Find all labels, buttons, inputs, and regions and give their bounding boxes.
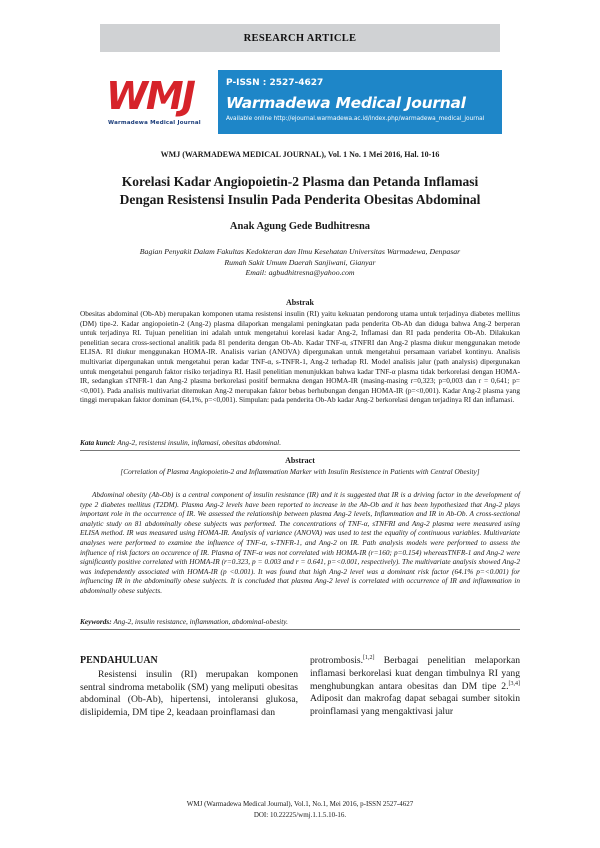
abstrak-heading: Abstrak <box>285 298 314 307</box>
paragraph-text: protrombosis. <box>310 655 364 666</box>
citation-ref[interactable]: [3,4] <box>508 680 520 687</box>
logo-wordmark: WMJ <box>106 74 194 118</box>
journal-url[interactable]: Available online http://ejournal.warmadewa.ac.id/index.php/warmadewa_medical_journal <box>226 116 485 122</box>
keywords <box>80 617 520 626</box>
author-email[interactable]: Email: agbudhitresna@yahoo.com <box>245 268 355 277</box>
author-name: Anak Agung Gede Budhitresna <box>229 221 371 232</box>
journal-masthead <box>100 70 502 134</box>
body-column-left <box>80 655 298 720</box>
title-line-1: Korelasi Kadar Angiopoietin-2 Plasma dan Petanda Inflamasi <box>121 174 479 189</box>
journal-banner <box>218 70 502 134</box>
body-paragraph <box>310 655 520 719</box>
abstract-body: Abdominal obesity (Ab-Ob) is a central component of insulin resistance (IR) and it is suggested that IR is a driving factor in the development of type 2 diabetes mellitus (T2DM). Plasma Ang-2 levels have been reported to increase in the Ab-Ob and it has been hypothesized that Ang-2 plays important role in the occurrence of IR. We assessed the relationship between plasma Ang-2 levels, Inflammation and IR in Ab-Ob. A cross-sectional analytic study on 81 abdominally obese subjects was performed. The concentrations of TNF-α, sTNFRI and Ang-2 plasma were measured using ELISA method. IR was measured using HOMA-IR. Analysis of variance (ANOVA) was used to test the equality of continuous variables. Multivariate analyses were performed to examine the influence of TNF-α, s-TNFR-1, and Ang-2 on IR. Path analysis models were performed to assess the influence of risk factors on occurence of IR. Plasma of TNF-α was not correlated with HOMA-IR (r=160; p=0.154) whereasTNFR-1 and Ang-2 were significantly positive correlated with HOMA-IR (r=0.323, p = 0.003 and r = 0.641, p=<0.001, respectively). The multivariate analysis showed Ang-2 was independently associated with HOMA-IR (p <0.001). It was found that high Ang-2 level was a dominant risk factor (64.1% p=<0.001) for influencing IR in the abdominally obese subjects. It is concluded that plasma Ang-2 level is correlated with occurrence of IR and inflammation in abdominally obese subjects. <box>80 490 520 595</box>
keywords-label: Keywords: <box>80 617 112 626</box>
affiliation <box>80 247 520 279</box>
body-paragraph: Resistensi insulin (RI) merupakan komponen sentral sindroma metabolik (SM) yang meliputi obesitas abdominal (Ob-Ab), hipertensi, intoleransi glukosa, dislipidemia, DM tipe 2, keadaan proinflamasi dan <box>80 668 298 719</box>
paragraph-text: Berbagai penelitian melaporkan inflamasi berkorelasi kuat dengan timbulnya RI yang menghubungkan antara obesitas dan DM tipe 2. <box>310 655 520 692</box>
page-footer <box>0 799 600 820</box>
issn-number: P-ISSN : 2527-4627 <box>226 78 324 88</box>
divider <box>80 629 520 630</box>
kata-kunci <box>80 438 520 447</box>
divider <box>80 450 520 451</box>
article-title <box>60 173 540 209</box>
journal-name: Warmadewa Medical Journal <box>226 94 466 112</box>
body-column-right <box>310 655 520 719</box>
affiliation-line-2: Rumah Sakit Umum Daerah Sanjiwani, Gianyar <box>224 257 376 267</box>
logo-subtext: Warmadewa Medical Journal <box>108 120 201 126</box>
footer-citation: WMJ (Warmadewa Medical Journal), Vol.1, No.1, Mei 2016, p-ISSN 2527-4627 <box>186 800 414 808</box>
abstract-heading: Abstract <box>285 456 315 465</box>
citation-line: WMJ (WARMADEWA MEDICAL JOURNAL), Vol. 1 No. 1 Mei 2016, Hal. 10-16 <box>160 150 440 159</box>
section-heading: PENDAHULUAN <box>80 655 158 666</box>
kata-kunci-text: Ang-2, resistensi insulin, inflamasi, obesitas abdominal. <box>117 438 282 447</box>
abstract-subtitle: [Correlation of Plasma Angiopoietin-2 and Inflammation Marker with Insulin Resistence in Patients with Central Obesity] <box>120 467 480 476</box>
keywords-text: Ang-2, insulin resistance, inflammation, abdominal-obesity. <box>113 617 288 626</box>
footer-doi[interactable]: DOI: 10.22225/wmj.1.1.5.10-16. <box>253 810 347 819</box>
kata-kunci-label: Kata kunci: <box>80 438 116 447</box>
abstrak-body: Obesitas abdominal (Ob-Ab) merupakan komponen utama resistensi insulin (RI) yaitu kekuatan pendorong utama untuk terjadinya diabetes mellitus (DM) tipe-2. Kadar angiopoietin-2 (Ang-2) plasma dilaporkan mengalami peningkatan pada penderita Ob-Ab dan diduga bahwa Ang-2 berperan untuk terjadinya RI. Tujuan penelitian ini adalah untuk mengetahui korelasi kadar Ang-2, Inflamasi dan RI pada penderita Ob-Ab. Dilakukan penelitian secara cross-sectional analitik pada 81 penderita dengan Ob-Ab. Kadar TNF-α, sTNFRI dan Ang-2 plasma diukur menggunakan metode ELISA. RI diukur menggunakan HOMA-IR. Analisis varian (ANOVA) dipergunakan untuk mengetahui persamaan variabel kontinyu. Analisis multivariat dipergunakan untuk mengetahui peran kadar TNF-α, s-TNFR-1, Ang-2 terhadap RI. Model analisis jalur (path analysis) dipergunakan untuk mengetahui pengaruh faktor risiko terjadinya RI. Hasil penelitian menunjukkan bahwa kadar TNF-α plasma tidak berkorelasi dengan HOMA-IR, sedangkan sTNFR-1 dan Ang-2 plasma berkorelasi positif bermakna dengan HOMA-IR (masing-masing r=0,323; p=0,003 dan r = 0,641; p=<0,001). Pada analisis multivariat ditemukan Ang-2 merupakan faktor bebas berhubungan dengan HOMA-IR (p=<0,001). Kadar Ang-2 plasma yang tinggi merupakan faktor dominan (64,1%, p=<0,001). Simpulan: pada penderita Ob-Ab kadar Ang-2 berkorelasi dengan terjadinya RI dan inflamasi. <box>80 309 520 405</box>
paragraph-text: Adiposit dan makrofag dapat sebagai sumber sitokin proinflamasi yang mengaktivasi jalur <box>310 693 520 718</box>
citation-ref[interactable]: [1,2] <box>363 655 375 661</box>
article-type-bar <box>100 24 500 52</box>
affiliation-line-1: Bagian Penyakit Dalam Fakultas Kedokteran dan Ilmu Kesehatan Universitas Warmadewa, Denpasar <box>139 247 461 256</box>
article-type-label: RESEARCH ARTICLE <box>243 32 357 44</box>
journal-logo <box>100 70 218 134</box>
title-line-2: Dengan Resistensi Insulin Pada Penderita Obesitas Abdominal <box>119 192 481 207</box>
